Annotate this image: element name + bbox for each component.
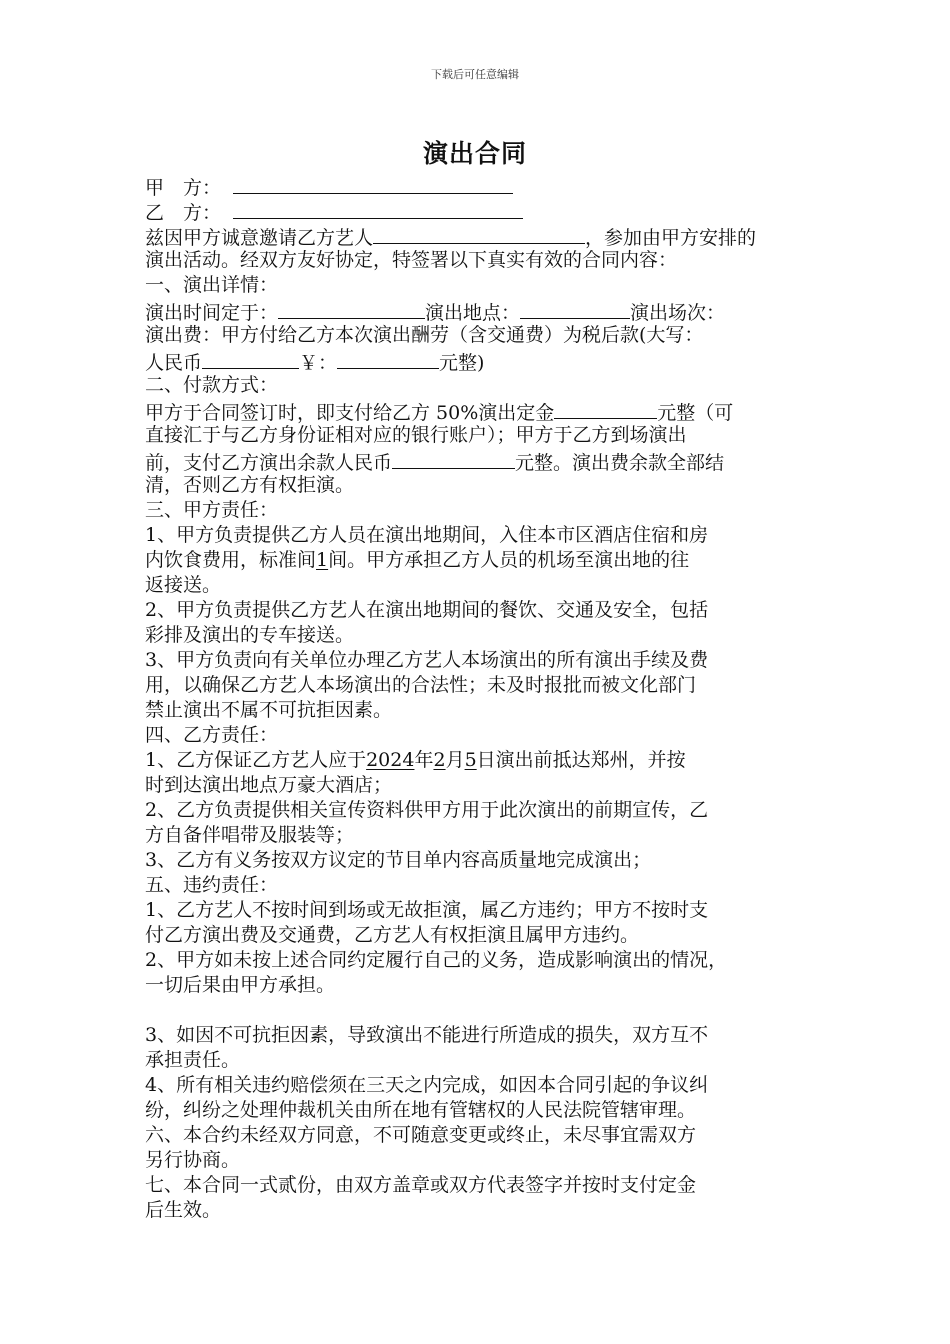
party-a-duty-3-line-2: 用，以确保乙方艺人本场演出的合法性；未及时报批而被文化部门 bbox=[145, 674, 697, 696]
party-b-duty-2-line-1: 2、乙方负责提供相关宣传资料供甲方用于此次演出的前期宣传，乙 bbox=[145, 799, 709, 821]
deposit-blank[interactable] bbox=[554, 398, 657, 419]
duty-text: 间。甲方承担乙方人员的机场至演出地的往 bbox=[328, 549, 690, 571]
party-a-duty-2-line-2: 彩排及演出的专车接送。 bbox=[145, 624, 355, 646]
party-a-label: 甲 方： bbox=[145, 177, 222, 199]
party-a-blank[interactable] bbox=[233, 173, 513, 194]
section-7-line-1: 七、本合同一式贰份，由双方盖章或双方代表签字并按时支付定金 bbox=[145, 1174, 697, 1196]
payment-line-2: 直接汇于与乙方身份证相对应的银行账户）；甲方于乙方到场演出 bbox=[145, 424, 687, 446]
payment-line-3 bbox=[145, 448, 825, 473]
party-b-line bbox=[145, 198, 825, 223]
intro-line-2: 演出活动。经双方友好协定，特签署以下真实有效的合同内容： bbox=[145, 249, 678, 271]
section-7-line-2: 后生效。 bbox=[145, 1199, 222, 1221]
party-b-blank[interactable] bbox=[233, 198, 523, 219]
party-a-duty-1-line-1: 1、甲方负责提供乙方人员在演出地期间，入住本市区酒店住宿和房 bbox=[145, 524, 709, 546]
rmb-label: 人民币 bbox=[145, 352, 203, 374]
fee-words-blank[interactable] bbox=[202, 348, 299, 369]
party-b-duty-1-line-2: 时到达演出地点万豪大酒店； bbox=[145, 774, 393, 796]
breach-4-line-1: 4、所有相关违约赔偿须在三天之内完成，如因本合同引起的争议纠 bbox=[145, 1074, 709, 1096]
time-label: 演出时间定于： bbox=[145, 302, 279, 324]
arrival-month: 2 bbox=[433, 749, 446, 771]
breach-1-line-1: 1、乙方艺人不按时间到场或无故拒演，属乙方违约；甲方不按时支 bbox=[145, 899, 709, 921]
payment-line-1 bbox=[145, 398, 825, 423]
party-b-duty-2-line-2: 方自备伴唱带及服装等； bbox=[145, 824, 355, 846]
header-note: 下载后可任意编辑 bbox=[431, 68, 519, 81]
breach-3-line-1: 3、如因不可抗拒因素，导致演出不能进行所造成的损失，双方互不 bbox=[145, 1024, 709, 1046]
place-blank[interactable] bbox=[520, 298, 630, 319]
duty-text: 内饮食费用，标准间 bbox=[145, 549, 317, 571]
payment-line-4: 清，否则乙方有权拒演。 bbox=[145, 474, 355, 496]
document-title: 演出合同 bbox=[422, 139, 527, 168]
section-1-title: 一、演出详情： bbox=[145, 274, 279, 296]
intro-line-1 bbox=[145, 223, 825, 248]
duty-text: 月 bbox=[445, 749, 465, 771]
arrival-year: 2024 bbox=[366, 749, 415, 771]
breach-2-line-1: 2、甲方如未按上述合同约定履行自己的义务，造成影响演出的情况， bbox=[145, 949, 728, 971]
balance-text: 元整。演出费余款全部结 bbox=[515, 452, 725, 474]
party-a-duty-3-line-1: 3、甲方负责向有关单位办理乙方艺人本场演出的所有演出手续及费 bbox=[145, 649, 709, 671]
sessions-label: 演出场次： bbox=[630, 302, 726, 324]
room-count: 1 bbox=[316, 549, 329, 571]
deposit-text: 甲方于合同签订时，即支付给乙方 50%演出定金 bbox=[145, 402, 555, 424]
paragraph-gap bbox=[145, 998, 825, 1023]
yuan-label: 元整) bbox=[439, 352, 485, 374]
party-a-duty-3-line-3: 禁止演出不属不可抗拒因素。 bbox=[145, 699, 393, 721]
party-a-duty-1-line-3: 返接送。 bbox=[145, 574, 222, 596]
breach-2-line-2: 一切后果由甲方承担。 bbox=[145, 974, 336, 996]
fee-line-1: 演出费：甲方付给乙方本次演出酬劳（含交通费）为税后款(大写： bbox=[145, 324, 704, 346]
place-label: 演出地点： bbox=[425, 302, 521, 324]
section-3-title: 三、甲方责任： bbox=[145, 499, 279, 521]
section-6-line-1: 六、本合约未经双方同意，不可随意变更或终止，未尽事宜需双方 bbox=[145, 1124, 697, 1146]
arrival-day: 5 bbox=[464, 749, 477, 771]
party-a-duty-1-line-2 bbox=[145, 548, 825, 573]
balance-text: 前，支付乙方演出余款人民币 bbox=[145, 452, 393, 474]
performance-details-line bbox=[145, 298, 825, 323]
intro-text: ，参加由甲方安排的 bbox=[585, 227, 757, 249]
intro-text: 兹因甲方诚意邀请乙方艺人 bbox=[145, 227, 374, 249]
party-a-line bbox=[145, 173, 825, 198]
duty-text: 年 bbox=[414, 749, 434, 771]
time-blank[interactable] bbox=[278, 298, 425, 319]
duty-text: 日演出前抵达郑州，并按 bbox=[476, 749, 686, 771]
artist-name-blank[interactable] bbox=[373, 223, 585, 244]
fee-line-2 bbox=[145, 348, 825, 373]
breach-1-line-2: 付乙方演出费及交通费，乙方艺人有权拒演且属甲方违约。 bbox=[145, 924, 640, 946]
section-6-line-2: 另行协商。 bbox=[145, 1149, 241, 1171]
party-b-duty-1-line-1 bbox=[145, 748, 825, 773]
balance-blank[interactable] bbox=[392, 448, 515, 469]
contract-body bbox=[145, 173, 825, 1223]
section-5-title: 五、违约责任： bbox=[145, 874, 279, 896]
party-b-duty-3: 3、乙方有义务按双方议定的节目单内容高质量地完成演出； bbox=[145, 849, 652, 871]
party-b-label: 乙 方： bbox=[145, 202, 222, 224]
yen-label: ￥： bbox=[299, 352, 338, 374]
breach-3-line-2: 承担责任。 bbox=[145, 1049, 241, 1071]
section-4-title: 四、乙方责任： bbox=[145, 724, 279, 746]
duty-text: 1、乙方保证乙方艺人应于 bbox=[145, 749, 367, 771]
fee-number-blank[interactable] bbox=[337, 348, 439, 369]
party-a-duty-2-line-1: 2、甲方负责提供乙方艺人在演出地期间的餐饮、交通及安全，包括 bbox=[145, 599, 709, 621]
section-2-title: 二、付款方式： bbox=[145, 374, 279, 396]
deposit-text: 元整（可 bbox=[657, 402, 734, 424]
breach-4-line-2: 纷，纠纷之处理仲裁机关由所在地有管辖权的人民法院管辖审理。 bbox=[145, 1099, 697, 1121]
